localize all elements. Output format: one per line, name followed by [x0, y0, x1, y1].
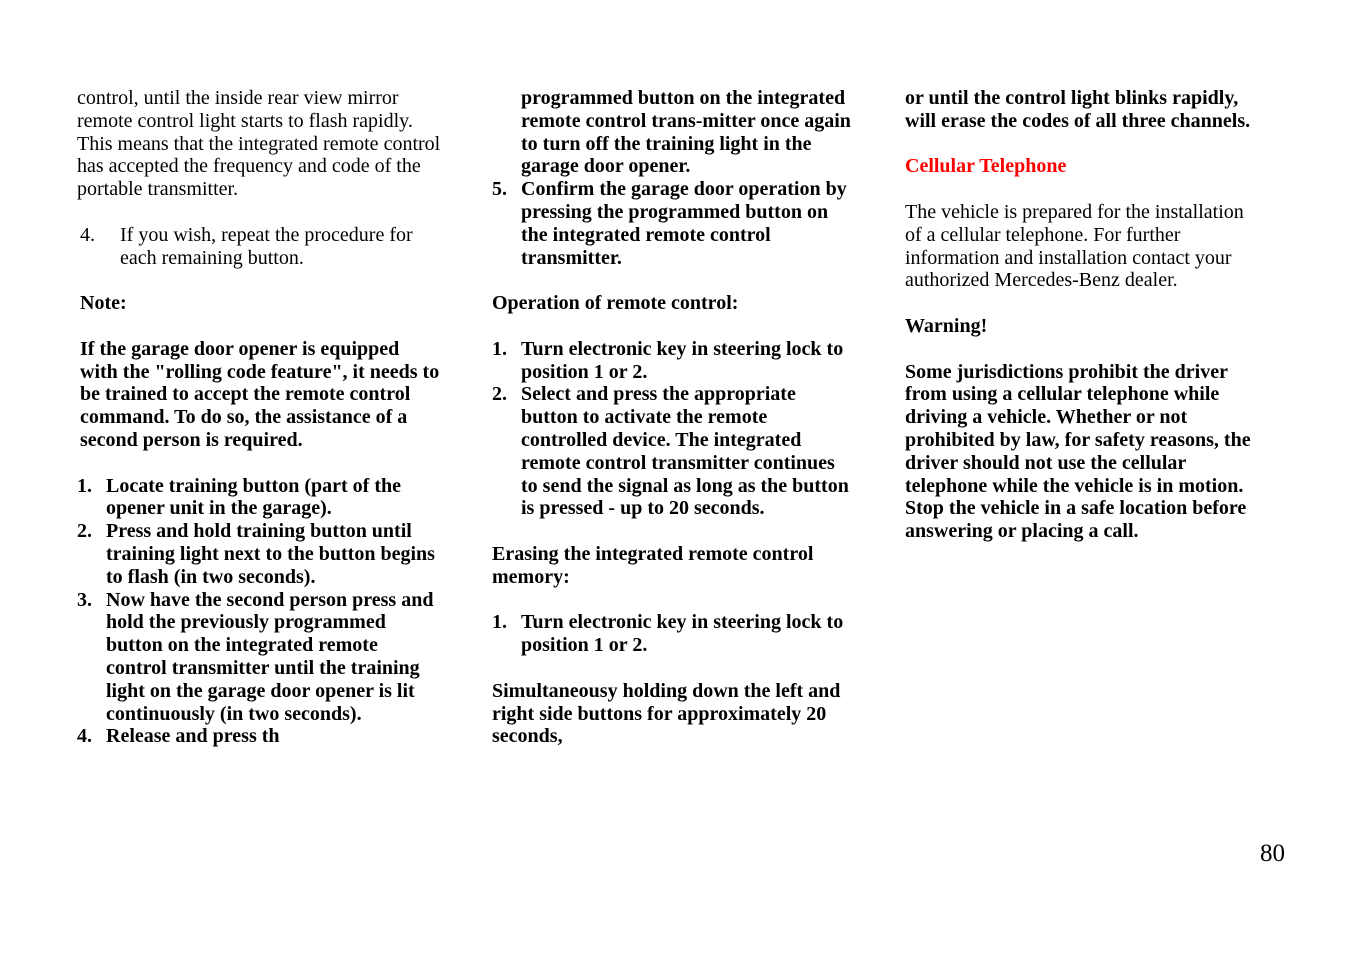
list-text: Release and press th — [106, 725, 280, 748]
list-item — [492, 611, 852, 657]
list-text: Press and hold training button until training light next to the button begins to flash (in two seconds). — [106, 520, 435, 588]
list-item — [492, 383, 852, 520]
erase-instruction: Simultaneousy holding down the left and right side buttons for approximately 20 seconds, — [492, 679, 841, 748]
section-heading: Operation of remote control: — [492, 292, 739, 315]
list-number: 1. — [492, 337, 507, 360]
warning-text: Some jurisdictions prohibit the driver from using a cellular telephone while driving a vehicle. Whether or not prohibited by law, for safety reasons, the driver should not use the cellular telephone while the vehicle is in motion. Stop the vehicle in a safe location before answering or placing a call. — [905, 360, 1251, 543]
list-text: Select and press the appropriate button to activate the remote controlled device. The integrated remote control transmitter continues to send the signal as long as the button is pressed - up to 20 seconds. — [521, 383, 849, 520]
warning-label: Warning! — [905, 314, 988, 337]
column-right — [905, 87, 1265, 543]
list-text: If you wish, repeat the procedure for each remaining button. — [120, 223, 413, 269]
page-number: 80 — [1260, 840, 1285, 867]
list-number: 5. — [492, 178, 507, 201]
list-number: 1. — [492, 611, 507, 634]
list-text: Turn electronic key in steering lock to position 1 or 2. — [521, 611, 844, 657]
list-item — [77, 725, 442, 748]
list-number: 2. — [492, 383, 507, 406]
note-text: If the garage door opener is equipped with the "rolling code feature", it needs to be trained to accept the remote control command. To do so, the assistance of a second person is required. — [80, 337, 440, 451]
list-item — [77, 475, 442, 521]
list-item — [77, 589, 442, 726]
list-text: Locate training button (part of the opener unit in the garage). — [106, 474, 401, 520]
list-number: 1. — [77, 474, 92, 497]
list-number: 2. — [77, 520, 92, 543]
column-middle — [492, 87, 852, 748]
list-number: 3. — [77, 588, 92, 611]
list-item — [492, 338, 852, 384]
section-heading: Erasing the integrated remote control memory: — [492, 542, 814, 588]
column-left — [77, 87, 442, 748]
note-label: Note: — [80, 292, 127, 315]
section-heading-cellular: Cellular Telephone — [905, 155, 1067, 178]
list-item — [492, 178, 852, 269]
list-item — [77, 224, 442, 270]
paragraph-continued: or until the control light blinks rapidly, will erase the codes of all three channels. — [905, 87, 1251, 132]
list-number: 4. — [77, 725, 92, 748]
paragraph-continued: programmed button on the integrated remote control trans-mitter once again to turn off the training light in the garage door opener. — [521, 87, 851, 178]
list-text: Now have the second person press and hold the previously programmed button on the integrated remote control transmitter until the training light on the garage door opener is lit continuously (in two seconds). — [106, 588, 434, 725]
training-steps-list — [77, 475, 442, 749]
operation-steps-list — [492, 338, 852, 520]
list-text: Confirm the garage door operation by pressing the programmed button on the integrated remote control transmitter. — [521, 178, 847, 269]
list-text: Turn electronic key in steering lock to position 1 or 2. — [521, 337, 844, 383]
paragraph-continued: control, until the inside rear view mirror remote control light starts to flash rapidly. This means that the integrated remote control has accepted the frequency and code of the portable transmitter. — [77, 87, 441, 201]
list-number: 4. — [80, 223, 95, 246]
cellular-paragraph: The vehicle is prepared for the installation of a cellular telephone. For further information and installation contact your authorized Mercedes-Benz dealer. — [905, 200, 1244, 292]
list-item — [77, 520, 442, 588]
erase-steps-list — [492, 611, 852, 657]
